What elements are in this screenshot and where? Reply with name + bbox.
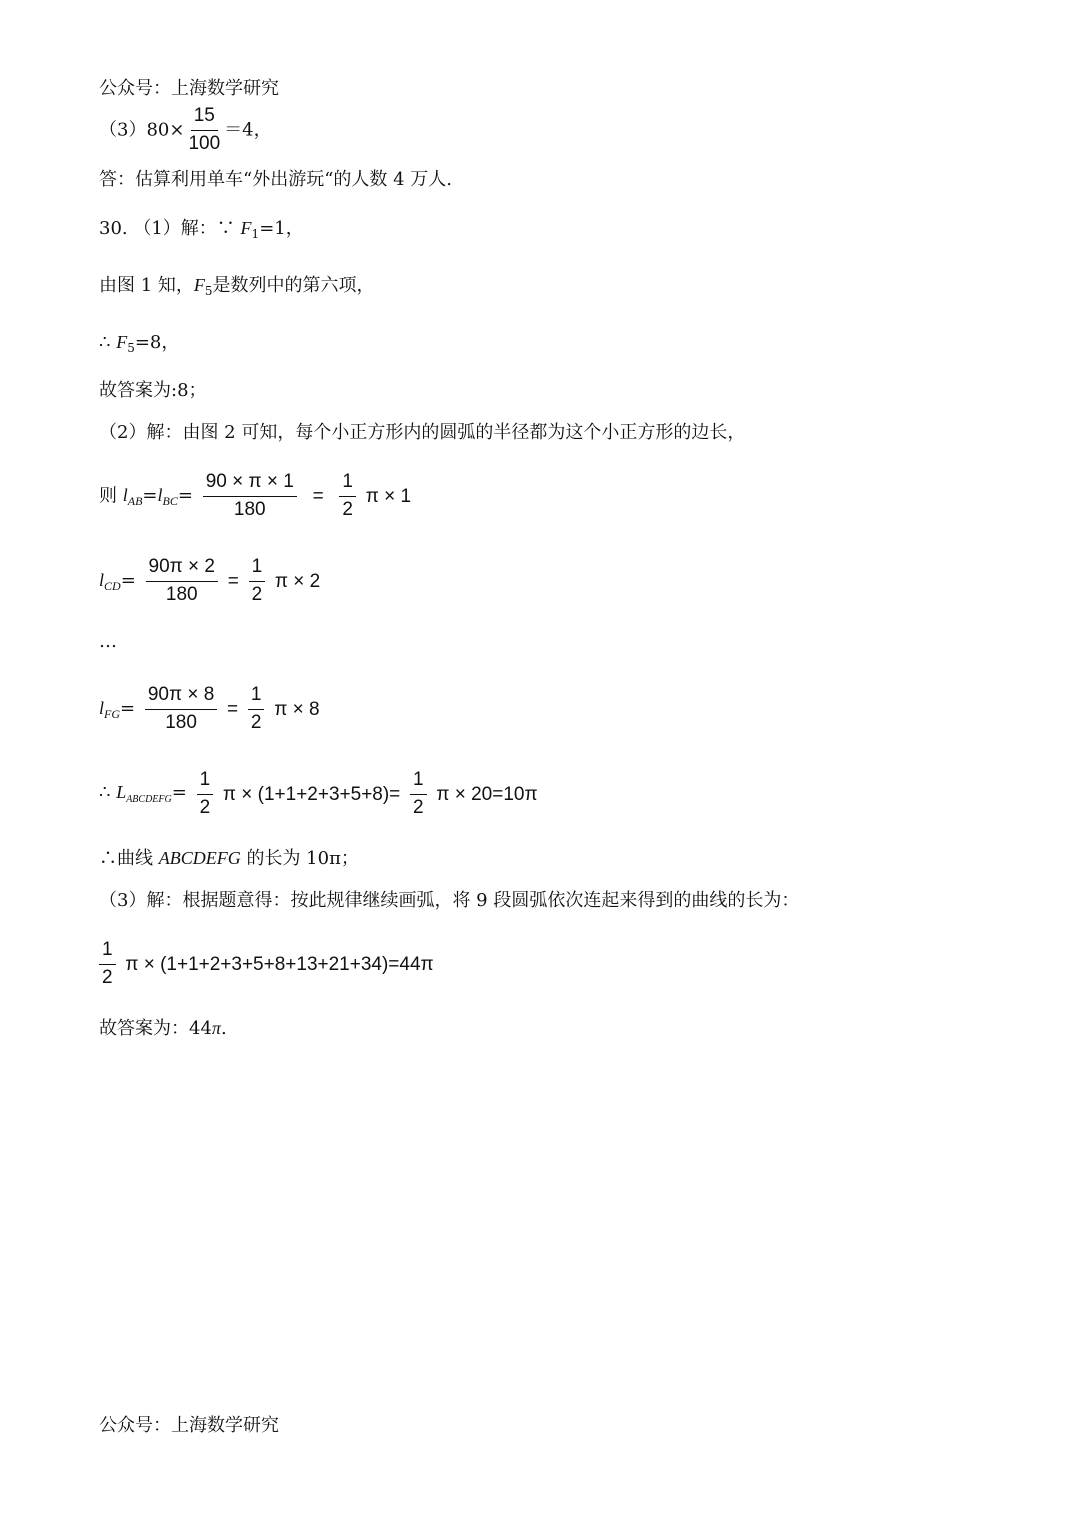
f-symbol: F <box>116 332 128 352</box>
fraction <box>248 685 265 734</box>
subscript: CD <box>104 578 121 593</box>
numerator: 1 <box>339 472 356 497</box>
result-expression: π × 20=10π <box>436 783 538 805</box>
ellipsis: … <box>99 631 117 652</box>
q29-part3-formula <box>99 106 272 155</box>
formula-l-cd <box>99 557 320 606</box>
numerator: 1 <box>197 770 214 795</box>
denominator: 2 <box>251 583 263 605</box>
fraction <box>145 685 217 734</box>
equals: = <box>177 484 193 506</box>
fraction <box>146 557 218 606</box>
numerator: 1 <box>248 685 265 710</box>
therefore-symbol: ∴ <box>99 332 111 353</box>
pi-symbol: π <box>211 1018 221 1038</box>
equals: = <box>312 485 324 507</box>
q30-part1-intro <box>99 219 304 240</box>
equals: = <box>142 484 158 506</box>
sum-expression: π × (1+1+2+3+5+8)= <box>222 783 401 805</box>
denominator: 2 <box>413 796 424 818</box>
subscript: 5 <box>204 284 213 298</box>
denominator: 2 <box>250 711 262 733</box>
equals: = <box>171 782 187 804</box>
f-symbol: F <box>193 275 205 295</box>
denominator: 2 <box>102 966 113 988</box>
q30-f5-result <box>99 333 179 354</box>
then-word: 则 <box>99 485 117 507</box>
f1-value: =1， <box>259 218 304 239</box>
q30-part2-intro: （2）解：由图 2 可知，每个小正方形内的圆弧的半径都为这个小正方形的边长， <box>99 422 746 443</box>
q29-part3-label: （3）80× <box>99 119 185 141</box>
formula-l-ab-bc <box>99 472 411 521</box>
subscript: FG <box>104 706 121 721</box>
equals: = <box>120 697 136 719</box>
fraction <box>410 770 427 819</box>
denominator: 180 <box>165 583 198 605</box>
answer3-prefix: 故答案为：44 <box>99 1018 212 1039</box>
q30-part3-intro: （3）解：根据题意得：按此规律继续画弧，将 9 段圆弧依次连起来得到的曲线的长为： <box>99 890 800 911</box>
numerator: 1 <box>410 770 427 795</box>
formula-l-fg <box>99 685 320 734</box>
fig1-tail: 是数列中的第六项， <box>212 275 375 296</box>
subscript: 5 <box>127 341 135 355</box>
denominator: 2 <box>342 498 353 520</box>
q30-intro-text: 30. （1）解：∵ <box>99 218 235 239</box>
numerator: 1 <box>99 940 116 965</box>
answer3-period: . <box>220 1018 227 1039</box>
subscript: BC <box>162 493 178 508</box>
fraction <box>249 557 266 606</box>
page-footer: 公众号：上海数学研究 <box>99 1415 279 1436</box>
page-header: 公众号：上海数学研究 <box>99 78 279 99</box>
equals: = <box>227 570 239 592</box>
numerator: 90 × π × 1 <box>203 472 297 497</box>
fig1-prefix: 由图 1 知， <box>99 275 194 296</box>
l-symbol: l <box>99 697 105 718</box>
curve-tail: 的长为 10π； <box>240 848 359 869</box>
denominator: 180 <box>233 498 266 520</box>
f-symbol: F <box>240 218 252 238</box>
formula-total-length <box>99 770 538 819</box>
subscript: AB <box>127 493 143 508</box>
part3-expression: π × (1+1+2+3+5+8+13+21+34)=44π <box>125 953 434 975</box>
denominator: 100 <box>188 132 221 154</box>
equals: = <box>120 569 136 591</box>
q29-answer: 答：估算利用单车“外出游玩“的人数 4 万人. <box>99 169 453 190</box>
pi-term: π × 2 <box>274 570 321 592</box>
numerator: 1 <box>249 557 266 582</box>
numerator: 90π × 8 <box>145 685 217 710</box>
equals: = <box>227 698 239 720</box>
f5-value: =8， <box>134 332 180 353</box>
curve-name: ABCDEFG <box>158 848 241 868</box>
l-symbol: l <box>122 484 128 505</box>
fraction <box>197 770 214 819</box>
q30-curve-length <box>99 849 359 868</box>
denominator: 180 <box>165 711 197 733</box>
l-symbol: l <box>99 569 105 590</box>
curve-prefix: ∴曲线 <box>99 848 159 869</box>
fraction <box>188 106 220 155</box>
q30-answer3 <box>99 1019 227 1038</box>
q30-answer1: 故答案为:8； <box>99 380 207 401</box>
l-symbol: l <box>157 484 163 505</box>
formula-part3 <box>99 940 434 989</box>
L-symbol: L <box>116 782 127 803</box>
pi-term: π × 1 <box>365 485 412 507</box>
q29-part3-result: ＝4， <box>224 119 272 141</box>
pi-term: π × 8 <box>274 698 320 720</box>
fraction <box>99 940 116 989</box>
subscript: ABCDEFG <box>126 794 172 806</box>
fraction <box>339 472 356 521</box>
q30-fig1-statement <box>99 276 375 297</box>
therefore-symbol: ∴ <box>99 782 111 804</box>
subscript: 1 <box>251 227 260 241</box>
fraction <box>203 472 297 521</box>
numerator: 15 <box>191 106 218 131</box>
denominator: 2 <box>199 796 211 818</box>
numerator: 90π × 2 <box>146 557 218 582</box>
